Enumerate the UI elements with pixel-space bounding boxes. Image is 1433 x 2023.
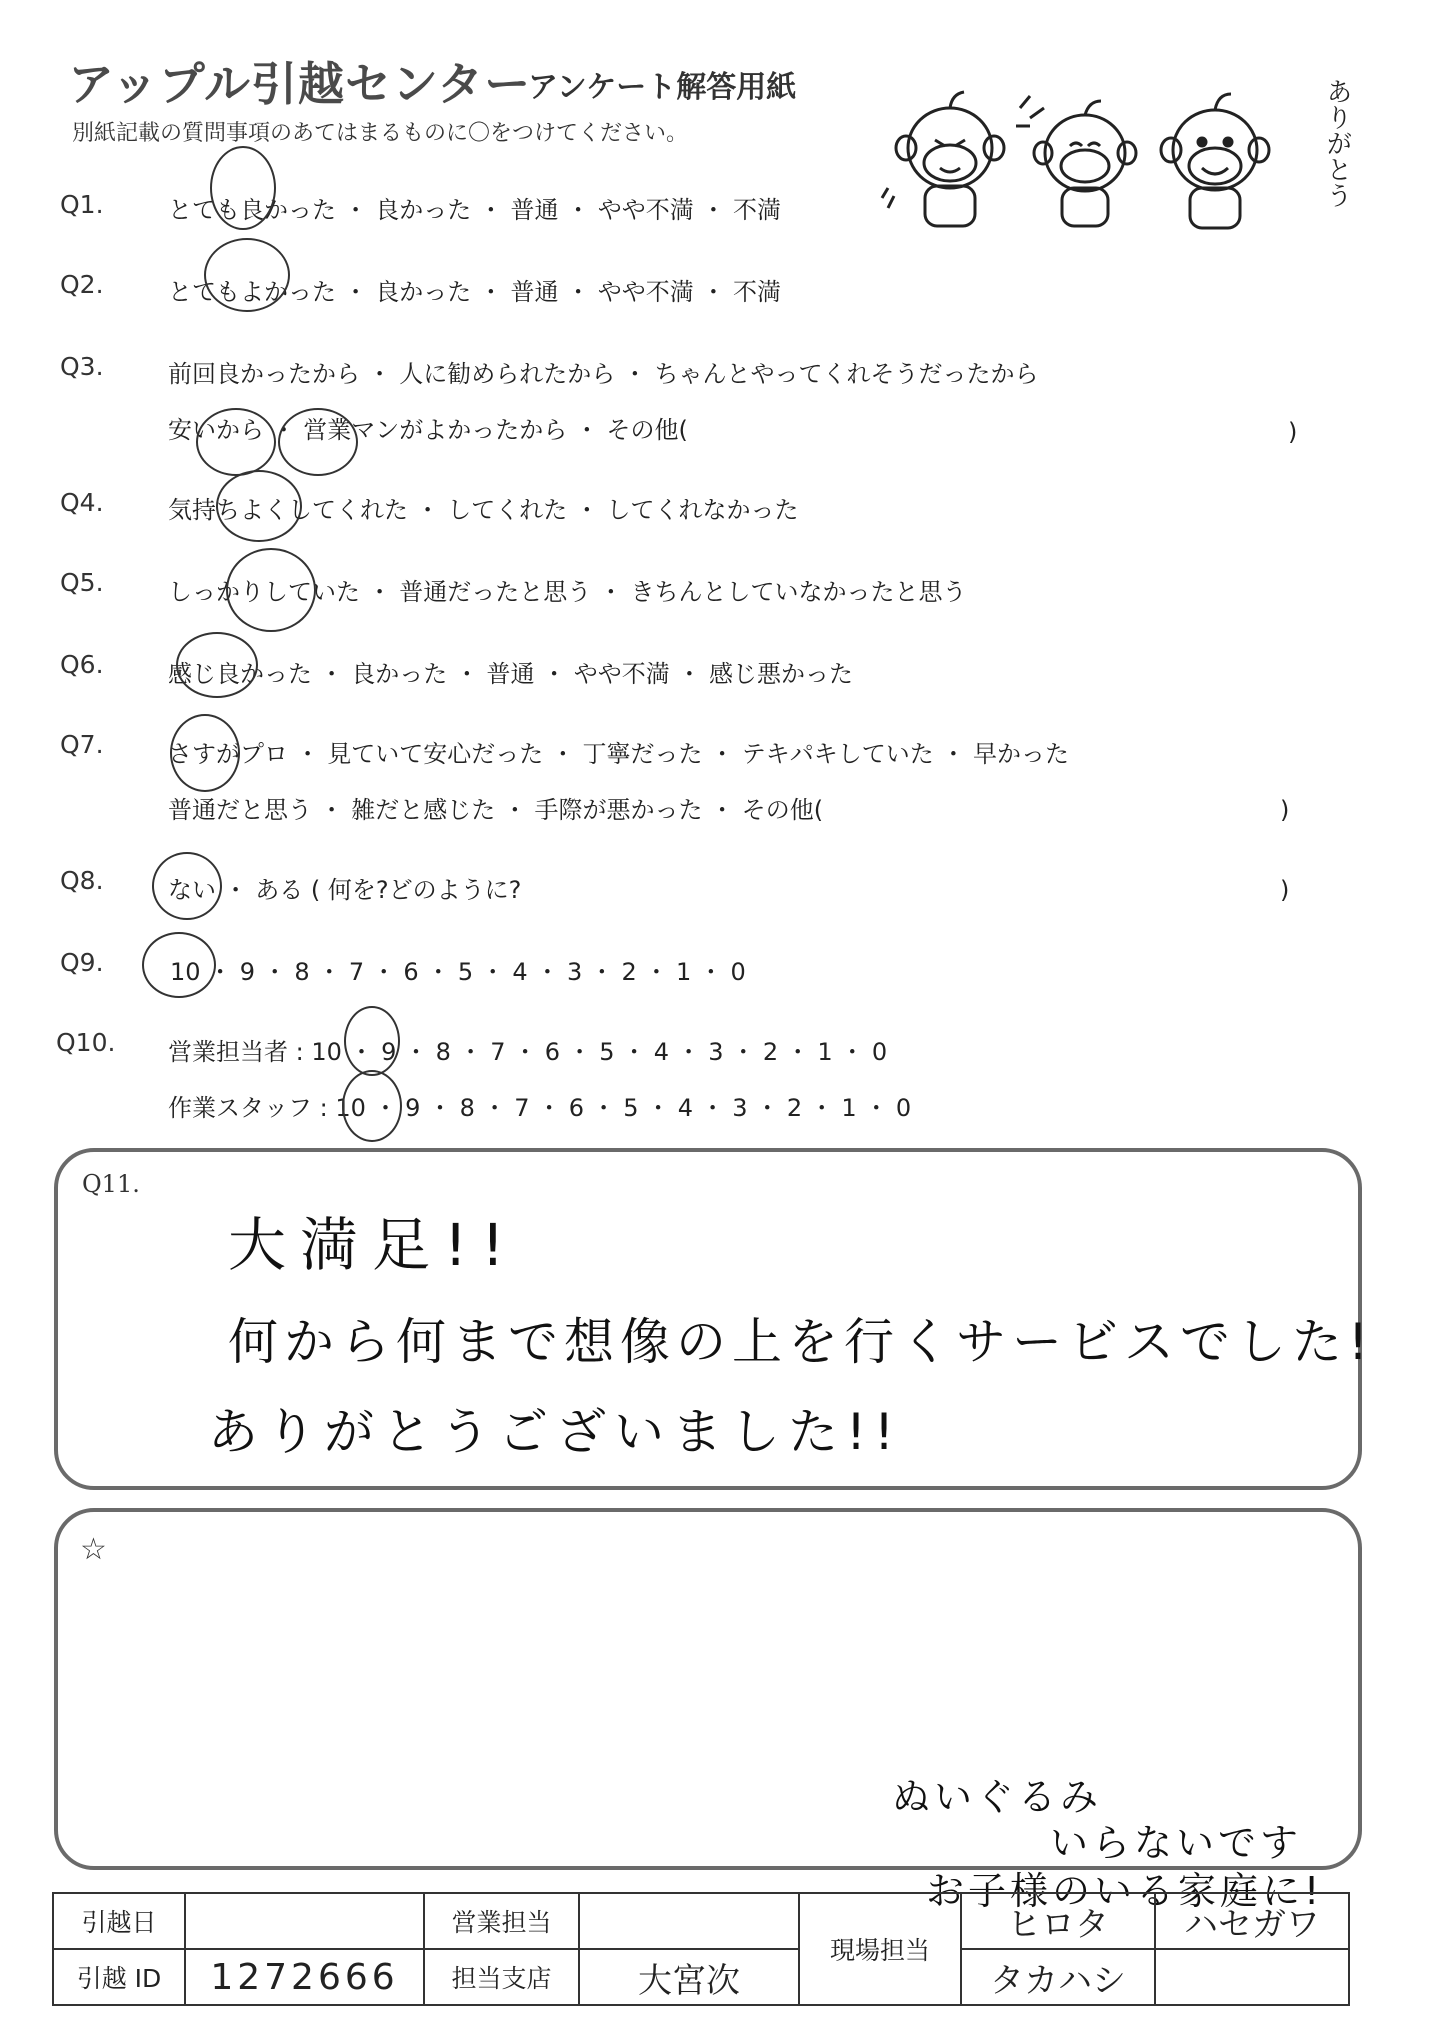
q3-number: Q3. [60, 352, 104, 381]
star-handwriting-line2: いらないです [1050, 1821, 1303, 1865]
q11-handwriting-line3: ありがとうございました!! [208, 1403, 903, 1461]
q11-handwriting-line2: 何から何まで想像の上を行くサービスでした! [228, 1313, 1375, 1371]
q7-answer-circle [170, 714, 240, 792]
star-label: ☆ [80, 1532, 107, 1567]
sales-rep-value [579, 1893, 799, 1949]
site-staff-2: ハセガワ [1155, 1893, 1349, 1949]
q7-options-line1: さすがプロ ・ 見ていて安心だった ・ 丁寧だった ・ テキパキしていた ・ 早かった [168, 740, 1070, 768]
q2-options: とてもよかった ・ 良かった ・ 普通 ・ やや不満 ・ 不満 [168, 278, 782, 306]
q1-options: とても良かった ・ 良かった ・ 普通 ・ やや不満 ・ 不満 [168, 196, 782, 224]
brand-title: アップル引越センター [68, 57, 532, 111]
q8-answer-circle [152, 852, 222, 920]
instruction-text: 別紙記載の質問事項のあてはまるものに〇をつけてください。 [72, 121, 689, 146]
q8-close-paren: ) [1280, 876, 1290, 904]
q9-answer-circle [142, 932, 216, 998]
q7-number: Q7. [60, 730, 104, 759]
q9-number: Q9. [60, 948, 104, 977]
q2-number: Q2. [60, 270, 104, 299]
q3-answer-circle-2 [278, 408, 358, 476]
q3-options-line1: 前回良かったから ・ 人に勧められたから ・ ちゃんとやってくれそうだったから [168, 360, 1039, 388]
q1-answer-circle [210, 146, 276, 230]
q10-sales-scale: 営業担当者 : 10 ・ 9 ・ 8 ・ 7 ・ 6 ・ 5 ・ 4 ・ 3 ・ 2 ・ 1 ・ 0 [168, 1038, 888, 1066]
thanks-vertical-text: ありがとう [1322, 78, 1352, 208]
q11-label: Q11. [82, 1170, 140, 1198]
q2-answer-circle [204, 238, 290, 312]
branch-value: 大宮次 [579, 1949, 799, 2005]
move-date-value [185, 1893, 424, 1949]
q3-close-paren: ) [1288, 418, 1298, 446]
move-id-label: 引越 ID [53, 1949, 185, 2005]
q3-options-line2: 安いから ・ 営業マンがよかったから ・ その他( [168, 416, 688, 444]
q3-answer-circle [196, 408, 276, 476]
branch-label: 担当支店 [424, 1949, 579, 2005]
sales-rep-label: 営業担当 [424, 1893, 579, 1949]
q4-number: Q4. [60, 488, 104, 517]
move-id-value: 1272666 [185, 1949, 424, 2005]
q1-number: Q1. [60, 190, 104, 219]
site-staff-4 [1155, 1949, 1349, 2005]
star-handwriting-line1: ぬいぐるみ [892, 1775, 1103, 1819]
q9-scale: 10 ・ 9 ・ 8 ・ 7 ・ 6 ・ 5 ・ 4 ・ 3 ・ 2 ・ 1 ・ 0 [170, 958, 746, 986]
q5-answer-circle [226, 548, 316, 632]
q6-number: Q6. [60, 650, 104, 679]
q4-answer-circle [216, 470, 302, 542]
q5-number: Q5. [60, 568, 104, 597]
site-staff-1: ヒロタ [961, 1893, 1155, 1949]
q10-sales-answer-circle [344, 1006, 400, 1076]
q10-staff-scale: 作業スタッフ : 10 ・ 9 ・ 8 ・ 7 ・ 6 ・ 5 ・ 4 ・ 3 ・ 2 ・ 1 ・ 0 [168, 1094, 912, 1122]
q4-options: 気持ちよくしてくれた ・ してくれた ・ してくれなかった [168, 496, 799, 524]
q7-close-paren: ) [1280, 796, 1290, 824]
mascot-illustration [880, 68, 1300, 238]
form-subtitle: アンケート解答用紙 [528, 70, 797, 105]
q6-options: 感じ良かった ・ 良かった ・ 普通 ・ やや不満 ・ 感じ悪かった [168, 660, 854, 688]
q10-number: Q10. [56, 1028, 116, 1057]
q11-comment-box [54, 1148, 1375, 1490]
site-staff-3: タカハシ [961, 1949, 1155, 2005]
q6-answer-circle [176, 632, 258, 698]
move-info-table [52, 1892, 1350, 2006]
q11-handwriting-line1: 大満足!! [228, 1211, 519, 1279]
move-date-label: 引越日 [53, 1893, 185, 1949]
q8-options: ない ・ ある ( 何を?どのように? [168, 876, 522, 904]
q8-number: Q8. [60, 866, 104, 895]
site-staff-label: 現場担当 [799, 1893, 961, 2005]
star-handwriting-line3: お子様のいる家庭に! [926, 1869, 1324, 1913]
q5-options: しっかりしていた ・ 普通だったと思う ・ きちんとしていなかったと思う [168, 578, 967, 606]
q7-options-line2: 普通だと思う ・ 雑だと感じた ・ 手際が悪かった ・ その他( [168, 796, 824, 824]
q10-staff-answer-circle [342, 1070, 402, 1142]
